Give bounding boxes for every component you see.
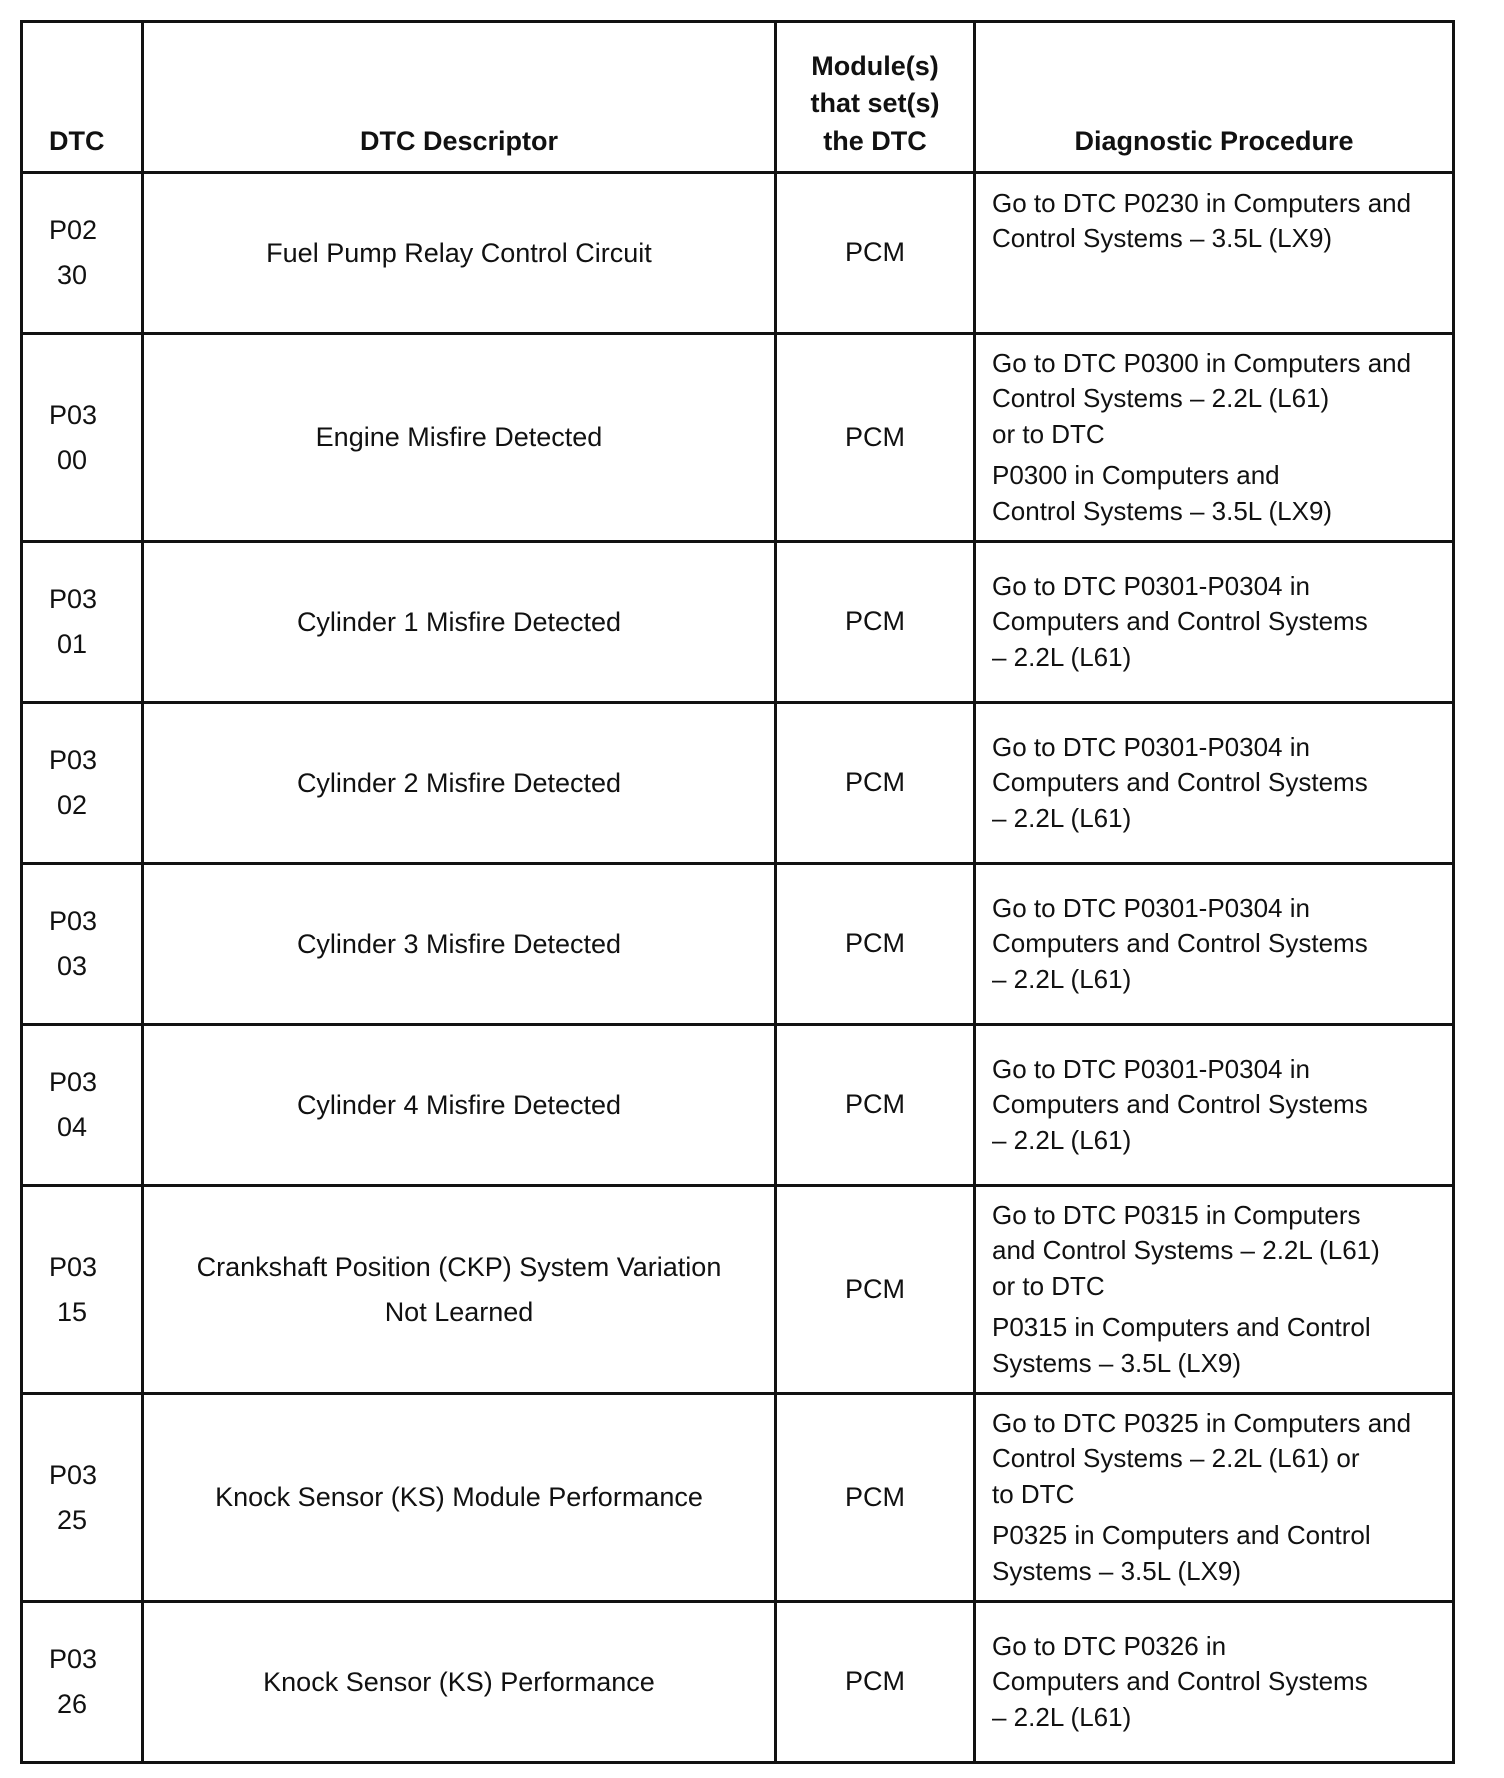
dtc-descriptor: Fuel Pump Relay Control Circuit: [143, 173, 776, 334]
dtc-procedure: [975, 864, 1454, 1025]
dtc-procedure: [975, 1602, 1454, 1763]
procedure-line: Control Systems – 3.5L (LX9): [992, 495, 1333, 526]
table-row: [22, 864, 1454, 1025]
dtc-procedure: [975, 334, 1454, 542]
dtc-code-part: P03: [49, 1251, 98, 1282]
table-row: [22, 1394, 1454, 1602]
procedure-line: Computers and Control Systems: [992, 928, 1368, 959]
table-row: [22, 173, 1454, 334]
procedure-line: P0300 in Computers and: [992, 460, 1280, 491]
dtc-descriptor: Knock Sensor (KS) Module Performance: [143, 1394, 776, 1602]
dtc-code-part: 03: [57, 951, 88, 981]
procedure-line: Go to DTC P0315 in Computers: [992, 1200, 1361, 1231]
dtc-code-part: 26: [57, 1689, 88, 1719]
dtc-descriptor: Cylinder 1 Misfire Detected: [143, 542, 776, 703]
procedure-line: – 2.2L (L61): [992, 1701, 1132, 1732]
dtc-code: [22, 1394, 143, 1602]
dtc-descriptor-line: Not Learned: [384, 1296, 534, 1327]
dtc-descriptor: [143, 1186, 776, 1394]
procedure-line: Systems – 3.5L (LX9): [992, 1555, 1242, 1586]
procedure-line: Computers and Control Systems: [992, 767, 1368, 798]
procedure-line: Control Systems – 3.5L (LX9): [992, 223, 1333, 254]
procedure-line: Go to DTC P0230 in Computers and: [992, 188, 1412, 218]
procedure-line: Go to DTC P0326 in: [992, 1630, 1227, 1661]
dtc-procedure: [975, 1186, 1454, 1394]
dtc-descriptor: Cylinder 2 Misfire Detected: [143, 703, 776, 864]
procedure-line: Computers and Control Systems: [992, 1666, 1368, 1697]
procedure-line: Go to DTC P0301-P0304 in: [992, 731, 1310, 762]
dtc-code-part: P02: [49, 215, 98, 246]
dtc-code: [22, 703, 143, 864]
dtc-code: [22, 542, 143, 703]
dtc-module: PCM: [776, 1394, 975, 1602]
dtc-module: PCM: [776, 1186, 975, 1394]
dtc-module: PCM: [776, 542, 975, 703]
dtc-code: [22, 864, 143, 1025]
dtc-code-part: P03: [49, 1459, 98, 1490]
procedure-line: – 2.2L (L61): [992, 641, 1132, 672]
procedure-line: – 2.2L (L61): [992, 802, 1132, 833]
dtc-code-part: 00: [57, 444, 88, 475]
procedure-line: to DTC: [992, 1478, 1075, 1509]
dtc-module: PCM: [776, 703, 975, 864]
dtc-code-part: P03: [49, 1067, 98, 1098]
table-row: [22, 542, 1454, 703]
dtc-module: PCM: [776, 173, 975, 334]
dtc-code-part: 01: [57, 629, 88, 659]
dtc-code-part: 30: [57, 260, 88, 290]
dtc-code: [22, 334, 143, 542]
table-header: [22, 22, 1454, 173]
procedure-line: Computers and Control Systems: [992, 606, 1368, 637]
procedure-line: Go to DTC P0301-P0304 in: [992, 1053, 1310, 1084]
dtc-code-part: P03: [49, 906, 98, 937]
procedure-line: Systems – 3.5L (LX9): [992, 1347, 1242, 1378]
procedure-line: Go to DTC P0300 in Computers and: [992, 348, 1412, 379]
dtc-module: PCM: [776, 864, 975, 1025]
table-row: [22, 334, 1454, 542]
dtc-procedure: [975, 1394, 1454, 1602]
dtc-module: PCM: [776, 334, 975, 542]
procedure-line: Go to DTC P0325 in Computers and: [992, 1408, 1412, 1439]
table-body: [22, 173, 1454, 1763]
dtc-code-part: P03: [49, 399, 98, 430]
dtc-code-part: 25: [57, 1504, 88, 1535]
procedure-line: or to DTC: [992, 1270, 1105, 1301]
header-module: [776, 22, 975, 173]
procedure-line: – 2.2L (L61): [992, 1124, 1132, 1155]
dtc-descriptor: Cylinder 3 Misfire Detected: [143, 864, 776, 1025]
procedure-line: and Control Systems – 2.2L (L61): [992, 1235, 1380, 1266]
table-row: [22, 1186, 1454, 1394]
header-descriptor: DTC Descriptor: [143, 22, 776, 173]
procedure-line: – 2.2L (L61): [992, 963, 1132, 994]
header-procedure: Diagnostic Procedure: [975, 22, 1454, 173]
header-module-line: that set(s): [810, 88, 940, 119]
dtc-code-part: P03: [49, 745, 98, 776]
dtc-descriptor-line: Crankshaft Position (CKP) System Variation: [196, 1251, 722, 1282]
dtc-code-part: P03: [49, 584, 98, 615]
dtc-code-part: P03: [49, 1644, 98, 1675]
dtc-module: PCM: [776, 1025, 975, 1186]
header-module-line: the DTC: [823, 126, 927, 157]
procedure-line: Go to DTC P0301-P0304 in: [992, 570, 1310, 601]
dtc-module: PCM: [776, 1602, 975, 1763]
dtc-procedure: [975, 703, 1454, 864]
table-row: [22, 703, 1454, 864]
procedure-line: Go to DTC P0301-P0304 in: [992, 892, 1310, 923]
header-dtc: DTC: [22, 22, 143, 173]
header-module-line: Module(s): [811, 50, 939, 81]
dtc-procedure: [975, 542, 1454, 703]
dtc-code-part: 15: [57, 1296, 88, 1327]
dtc-procedure: [975, 173, 1454, 334]
dtc-code-part: 04: [57, 1112, 88, 1142]
procedure-line: Control Systems – 2.2L (L61): [992, 383, 1330, 414]
header-row: [22, 22, 1454, 173]
dtc-code: [22, 1602, 143, 1763]
procedure-line: Computers and Control Systems: [992, 1089, 1368, 1120]
dtc-descriptor: Engine Misfire Detected: [143, 334, 776, 542]
procedure-line: P0325 in Computers and Control: [992, 1520, 1371, 1551]
dtc-descriptor: Knock Sensor (KS) Performance: [143, 1602, 776, 1763]
dtc-procedure: [975, 1025, 1454, 1186]
procedure-line: P0315 in Computers and Control: [992, 1312, 1371, 1343]
dtc-code: [22, 1186, 143, 1394]
dtc-descriptor: Cylinder 4 Misfire Detected: [143, 1025, 776, 1186]
dtc-code: [22, 1025, 143, 1186]
table-row: [22, 1025, 1454, 1186]
dtc-code: [22, 173, 143, 334]
dtc-table: [20, 20, 1455, 1764]
dtc-code-part: 02: [57, 790, 88, 820]
procedure-line: or to DTC: [992, 418, 1105, 449]
table-row: [22, 1602, 1454, 1763]
procedure-line: Control Systems – 2.2L (L61) or: [992, 1443, 1360, 1474]
